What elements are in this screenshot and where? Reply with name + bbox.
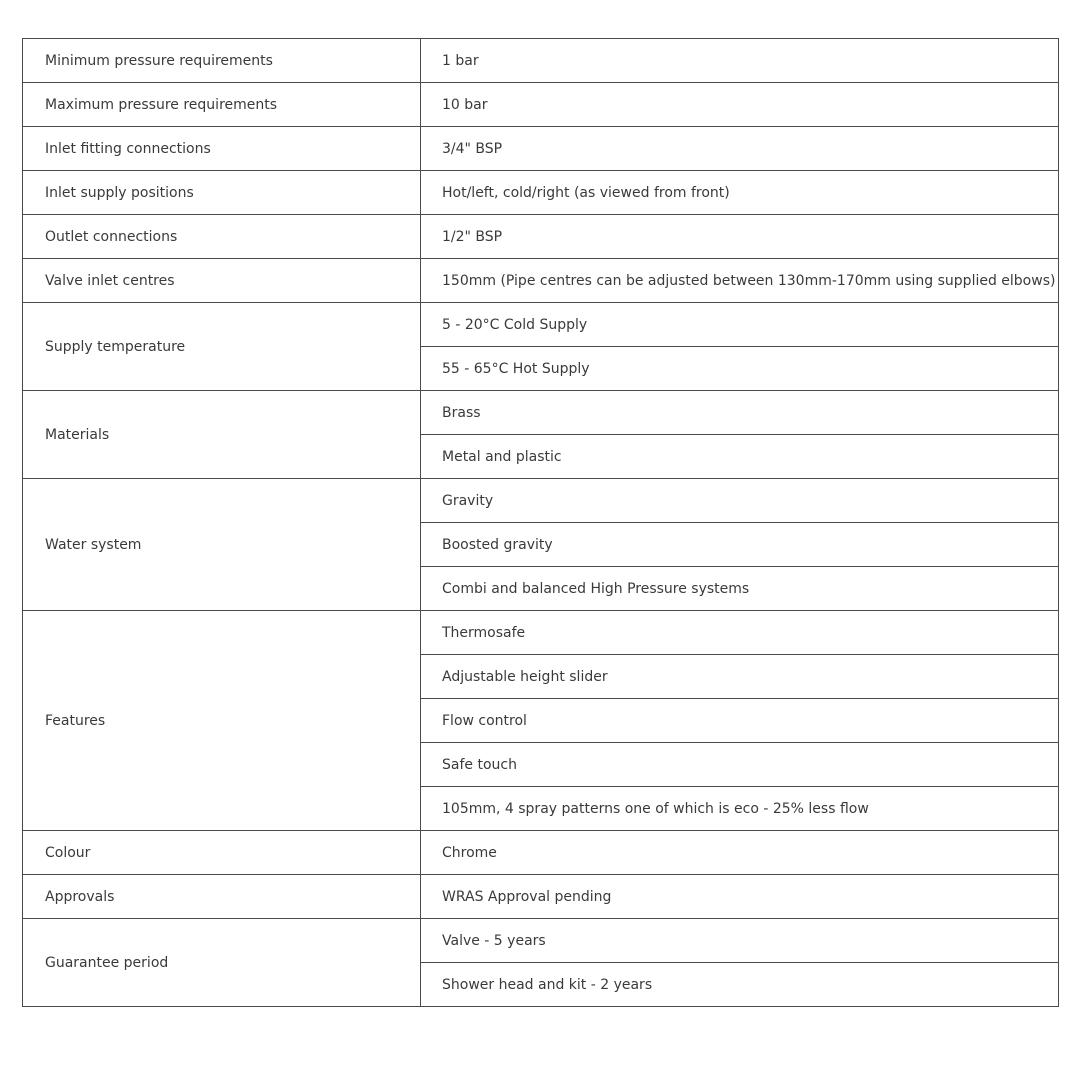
- spec-label: Supply temperature: [23, 303, 421, 391]
- spec-value: 55 - 65°C Hot Supply: [421, 347, 1059, 391]
- spec-label: Colour: [23, 831, 421, 875]
- spec-label: Features: [23, 611, 421, 831]
- spec-value: 5 - 20°C Cold Supply: [421, 303, 1059, 347]
- spec-label: Inlet fitting connections: [23, 127, 421, 171]
- table-row: [23, 127, 1059, 171]
- table-row: [23, 83, 1059, 127]
- spec-value: 3/4" BSP: [421, 127, 1059, 171]
- table-row: [23, 919, 1059, 963]
- spec-label: Valve inlet centres: [23, 259, 421, 303]
- spec-label: Guarantee period: [23, 919, 421, 1007]
- table-row: [23, 611, 1059, 655]
- spec-value: Thermosafe: [421, 611, 1059, 655]
- spec-label: Inlet supply positions: [23, 171, 421, 215]
- table-row: [23, 215, 1059, 259]
- spec-value: 10 bar: [421, 83, 1059, 127]
- table-row: [23, 391, 1059, 435]
- table-row: [23, 831, 1059, 875]
- spec-value: Gravity: [421, 479, 1059, 523]
- spec-value: 1 bar: [421, 39, 1059, 83]
- spec-value: Flow control: [421, 699, 1059, 743]
- spec-label: Maximum pressure requirements: [23, 83, 421, 127]
- spec-value: Chrome: [421, 831, 1059, 875]
- spec-value: Boosted gravity: [421, 523, 1059, 567]
- spec-value: Shower head and kit - 2 years: [421, 963, 1059, 1007]
- spec-value: 1/2" BSP: [421, 215, 1059, 259]
- spec-value: Adjustable height slider: [421, 655, 1059, 699]
- table-row: [23, 39, 1059, 83]
- table-row: [23, 171, 1059, 215]
- spec-label: Outlet connections: [23, 215, 421, 259]
- spec-value: 105mm, 4 spray patterns one of which is eco - 25% less flow: [421, 787, 1059, 831]
- spec-value: Valve - 5 years: [421, 919, 1059, 963]
- spec-label: Minimum pressure requirements: [23, 39, 421, 83]
- table-row: [23, 259, 1059, 303]
- spec-value: Brass: [421, 391, 1059, 435]
- spec-value: Hot/left, cold/right (as viewed from front): [421, 171, 1059, 215]
- spec-value: Combi and balanced High Pressure systems: [421, 567, 1059, 611]
- spec-label: Materials: [23, 391, 421, 479]
- spec-label: Water system: [23, 479, 421, 611]
- spec-label: Approvals: [23, 875, 421, 919]
- table-row: [23, 479, 1059, 523]
- spec-value: 150mm (Pipe centres can be adjusted between 130mm-170mm using supplied elbows): [421, 259, 1059, 303]
- spec-value: WRAS Approval pending: [421, 875, 1059, 919]
- specifications-table: [22, 38, 1059, 1007]
- specifications-table-body: [23, 39, 1059, 1007]
- spec-value: Safe touch: [421, 743, 1059, 787]
- table-row: [23, 875, 1059, 919]
- table-row: [23, 303, 1059, 347]
- spec-value: Metal and plastic: [421, 435, 1059, 479]
